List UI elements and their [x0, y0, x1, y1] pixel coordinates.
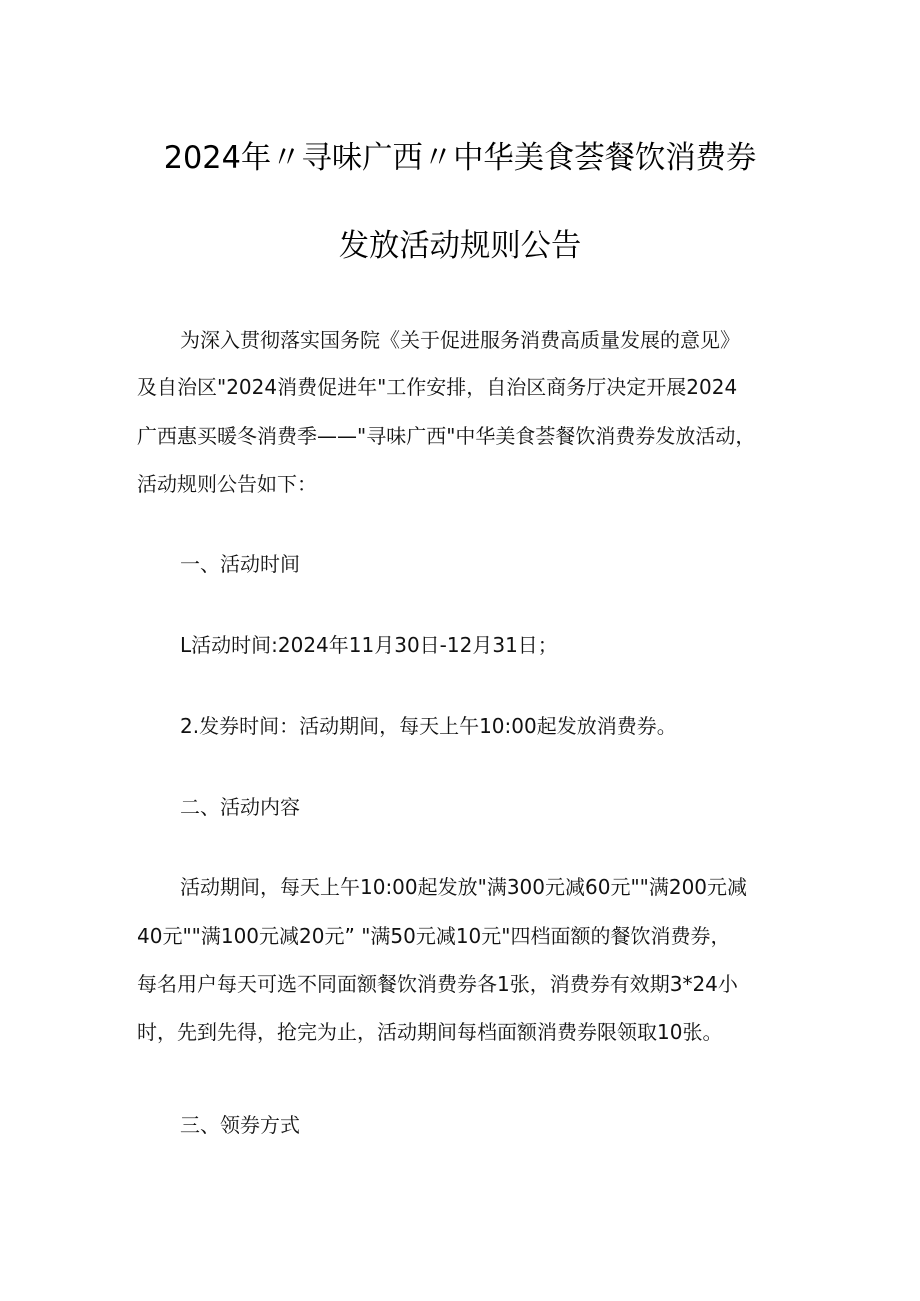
section-heading-activity-time: 一、活动时间	[180, 552, 300, 576]
activity-content-line-1: 活动期间，每天上午10:00起发放"满300元减60元""满200元减	[180, 875, 748, 899]
intro-line-3: 广西惠买暖冬消费季——"寻味广西"中华美食荟餐饮消费券发放活动，	[137, 424, 756, 448]
intro-line-2: 及自治区"2024消费促进年"工作安排，自治区商务厅决定开展2024	[137, 375, 738, 399]
section-heading-activity-content: 二、活动内容	[180, 795, 300, 819]
activity-time-item-2: 2.发券时间：活动期间，每天上午10:00起发放消费券。	[180, 714, 677, 738]
intro-line-1: 为深入贯彻落实国务院《关于促进服务消费高质量发展的意见》	[180, 328, 740, 352]
intro-line-4: 活动规则公告如下：	[137, 472, 317, 496]
activity-content-line-3: 每名用户每天可选不同面额餐饮消费券各1张，消费券有效期3*24小	[137, 972, 738, 996]
activity-content-line-2: 40元""满100元减20元” "满50元减10元"四档面额的餐饮消费券，	[137, 924, 731, 948]
document-title-line-2: 发放活动规则公告	[338, 228, 582, 264]
activity-content-line-4: 时，先到先得，抢完为止，活动期间每档面额消费券限领取10张。	[137, 1020, 723, 1044]
activity-time-item-1: L活动时间:2024年11月30日-12月31日；	[180, 633, 558, 657]
section-heading-coupon-method: 三、领券方式	[180, 1113, 300, 1137]
document-title-line-1: 2024年〃寻味广西〃中华美食荟餐饮消费券	[163, 140, 757, 176]
